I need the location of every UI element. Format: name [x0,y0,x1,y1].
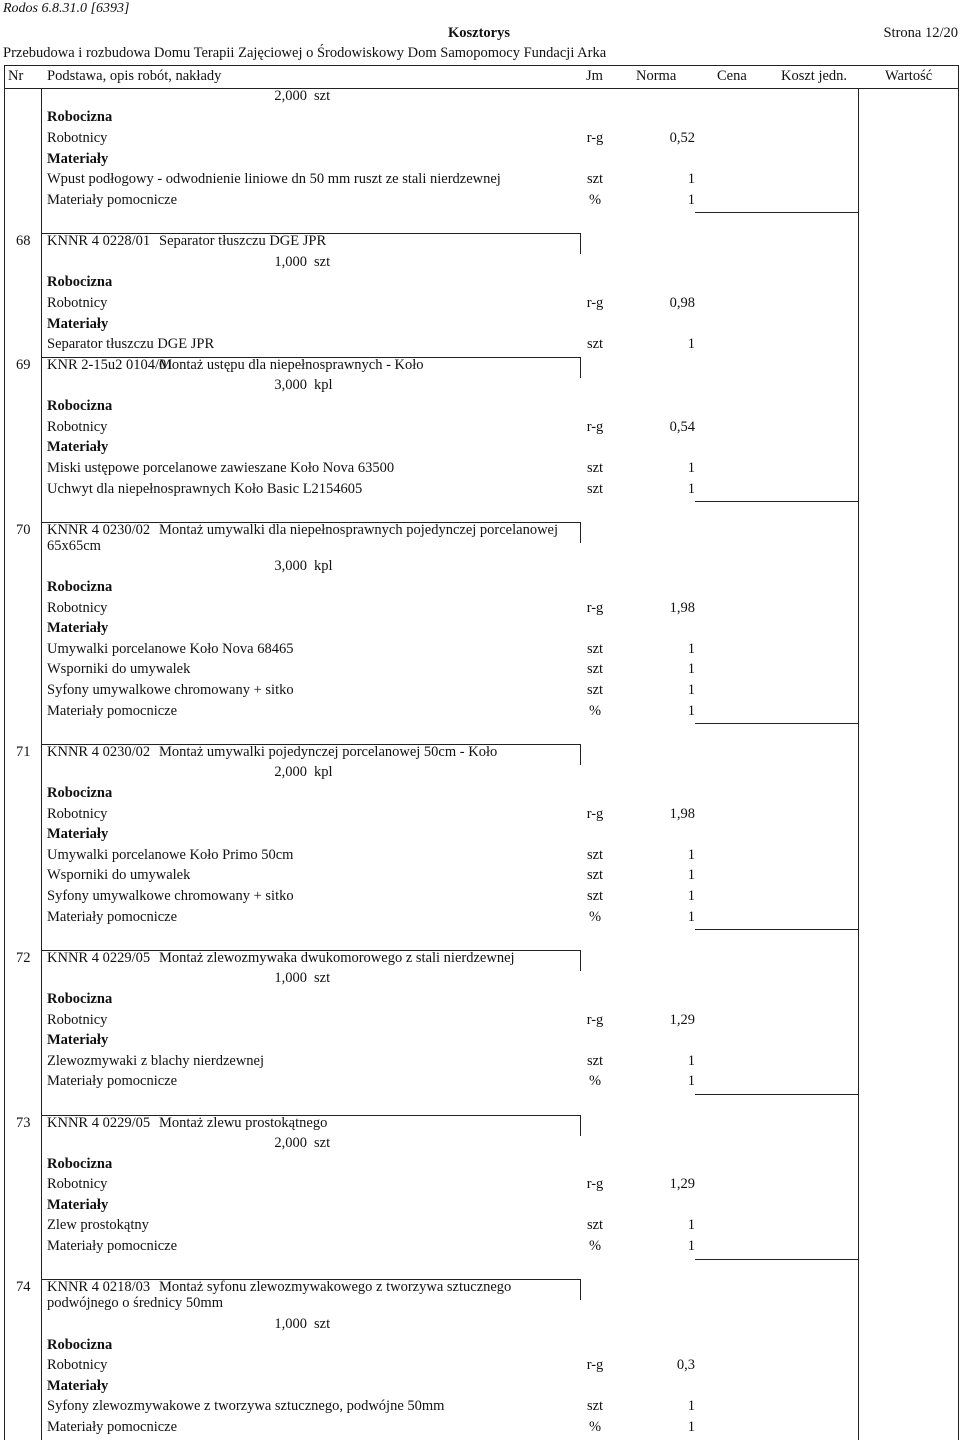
position-bracket [580,1279,581,1300]
position-number: 70 [16,522,31,538]
resource-norm: 1 [687,336,695,352]
col-jm: Jm [586,68,603,84]
value-column-rule [858,88,859,1440]
section-label: Materiały [47,1378,109,1394]
row-separator [695,1259,858,1260]
col-desc: Podstawa, opis robót, nakłady [47,68,222,84]
resource-unit: % [588,909,602,925]
resource-unit: % [588,192,602,208]
position-number: 68 [16,233,31,249]
quantity-unit: kpl [314,377,333,393]
resource-norm: 0,3 [676,1357,695,1373]
header-bottom-rule [4,88,959,89]
section-label: Materiały [47,620,109,636]
resource-norm: 1 [687,1238,695,1254]
section-label: Robocizna [47,785,113,801]
row-separator [695,212,858,213]
resource-norm: 1 [687,682,695,698]
resource-name: Materiały pomocnicze [47,909,178,925]
position-code: KNNR 4 0230/02 [47,522,151,538]
resource-unit: szt [586,1053,604,1069]
resource-unit: r-g [586,600,604,616]
resource-name: Robotnicy [47,1176,108,1192]
position-number: 73 [16,1115,31,1131]
resource-name: Wsporniki do umywalek [47,661,191,677]
position-code: KNNR 4 0230/02 [47,744,151,760]
row-separator [695,929,858,930]
resource-unit: szt [586,1398,604,1414]
resource-unit: szt [586,641,604,657]
position-number: 72 [16,950,31,966]
resource-name: Separator tłuszczu DGE JPR [47,336,215,352]
position-description-cont: podwójnego o średnicy 50mm [47,1295,223,1311]
section-label: Robocizna [47,274,113,290]
right-border [958,65,959,1440]
resource-norm: 1 [687,1419,695,1435]
resource-unit: % [588,1073,602,1089]
section-label: Materiały [47,316,109,332]
resource-name: Robotnicy [47,1357,108,1373]
position-code: KNNR 4 0228/01 [47,233,151,249]
position-description: Montaż umywalki dla niepełnosprawnych pojedynczej porcelanowej [159,522,559,538]
resource-name: Robotnicy [47,130,108,146]
resource-unit: szt [586,847,604,863]
section-label: Materiały [47,1032,109,1048]
resource-norm: 0,52 [669,130,695,146]
resource-norm: 1 [687,171,695,187]
resource-unit: r-g [586,130,604,146]
resource-name: Robotnicy [47,419,108,435]
resource-unit: szt [586,171,604,187]
resource-name: Materiały pomocnicze [47,192,178,208]
position-number: 74 [16,1279,31,1295]
section-label: Robocizna [47,579,113,595]
resource-norm: 1 [687,1073,695,1089]
col-wartosc: Wartość [885,68,933,84]
nr-column-rule [41,88,42,1440]
resource-norm: 1 [687,1398,695,1414]
section-label: Materiały [47,1197,109,1213]
position-code: KNNR 4 0229/05 [47,1115,151,1131]
position-number: 69 [16,357,31,373]
quantity-unit: szt [314,1135,331,1151]
left-border [4,65,5,1440]
col-cena: Cena [717,68,747,84]
resource-norm: 1,98 [669,806,695,822]
section-label: Robocizna [47,1337,113,1353]
resource-unit: % [588,1238,602,1254]
quantity-unit: kpl [314,764,333,780]
resource-unit: r-g [586,419,604,435]
resource-norm: 1 [687,641,695,657]
resource-unit: szt [586,682,604,698]
quantity-unit: szt [314,1316,331,1332]
position-bracket [580,357,581,378]
resource-unit: % [588,703,602,719]
resource-norm: 1 [687,481,695,497]
section-label: Materiały [47,439,109,455]
row-separator [695,1094,858,1095]
position-description: Montaż zlewozmywaka dwukomorowego z stali nierdzewnej [159,950,515,966]
header-top-rule [4,65,959,66]
resource-norm: 1 [687,661,695,677]
resource-norm: 1,29 [669,1176,695,1192]
section-label: Robocizna [47,109,113,125]
resource-norm: 1 [687,192,695,208]
app-version: Rodos 6.8.31.0 [6393] [3,1,130,16]
quantity-unit: szt [314,88,331,104]
section-label: Robocizna [47,991,113,1007]
resource-name: Syfony umywalkowe chromowany + sitko [47,682,294,698]
col-norma: Norma [636,68,677,84]
resource-norm: 1 [687,460,695,476]
position-bracket [580,233,581,254]
resource-unit: szt [586,661,604,677]
row-separator [695,723,858,724]
quantity-value: 3,000 [274,377,307,393]
position-bracket [580,744,581,765]
resource-norm: 1 [687,909,695,925]
resource-norm: 0,98 [669,295,695,311]
resource-name: Umywalki porcelanowe Koło Nova 68465 [47,641,294,657]
resource-name: Materiały pomocnicze [47,1419,178,1435]
resource-unit: szt [586,867,604,883]
position-bracket [580,522,581,543]
resource-norm: 1,29 [669,1012,695,1028]
resource-unit: szt [586,888,604,904]
resource-name: Zlew prostokątny [47,1217,149,1233]
quantity-value: 1,000 [274,254,307,270]
resource-name: Wsporniki do umywalek [47,867,191,883]
col-koszt-jedn: Koszt jedn. [781,68,848,84]
resource-norm: 1 [687,847,695,863]
quantity-unit: szt [314,254,331,270]
quantity-value: 2,000 [274,88,307,104]
resource-name: Robotnicy [47,1012,108,1028]
resource-unit: szt [586,481,604,497]
position-description: Montaż zlewu prostokątnego [159,1115,328,1131]
resource-norm: 1,98 [669,600,695,616]
resource-unit: r-g [586,1012,604,1028]
resource-name: Zlewozmywaki z blachy nierdzewnej [47,1053,265,1069]
quantity-value: 1,000 [274,1316,307,1332]
quantity-value: 1,000 [274,970,307,986]
position-description: Montaż syfonu zlewozmywakowego z tworzywa sztucznego [159,1279,512,1295]
quantity-unit: szt [314,970,331,986]
position-description: Separator tłuszczu DGE JPR [159,233,327,249]
position-code: KNR 2-15u2 0104/01 [47,357,174,373]
section-label: Materiały [47,826,109,842]
resource-name: Wpust podłogowy - odwodnienie liniowe dn 50 mm ruszt ze stali nierdzewnej [47,171,501,187]
position-code: KNNR 4 0229/05 [47,950,151,966]
resource-name: Miski ustępowe porcelanowe zawieszane Koło Nova 63500 [47,460,395,476]
resource-unit: szt [586,1217,604,1233]
row-separator [695,501,858,502]
resource-name: Syfony umywalkowe chromowany + sitko [47,888,294,904]
resource-unit: % [588,1419,602,1435]
resource-name: Robotnicy [47,295,108,311]
quantity-value: 2,000 [274,764,307,780]
document-title: Kosztorys [448,25,511,41]
resource-name: Materiały pomocnicze [47,1238,178,1254]
resource-norm: 1 [687,1053,695,1069]
position-bracket [580,950,581,971]
resource-name: Robotnicy [47,806,108,822]
position-code: KNNR 4 0218/03 [47,1279,151,1295]
quantity-value: 2,000 [274,1135,307,1151]
position-description: Montaż umywalki pojedynczej porcelanowej 50cm - Koło [159,744,498,760]
section-label: Robocizna [47,1156,113,1172]
resource-norm: 1 [687,888,695,904]
resource-norm: 1 [687,1217,695,1233]
resource-unit: r-g [586,1357,604,1373]
section-label: Materiały [47,151,109,167]
resource-norm: 1 [687,703,695,719]
resource-name: Robotnicy [47,600,108,616]
page-number: Strona 12/20 [883,25,958,41]
resource-name: Uchwyt dla niepełnosprawnych Koło Basic L2154605 [47,481,363,497]
position-description-cont: 65x65cm [47,538,101,554]
section-label: Robocizna [47,398,113,414]
resource-norm: 0,54 [669,419,695,435]
resource-unit: r-g [586,1176,604,1192]
quantity-value: 3,000 [274,558,307,574]
resource-unit: r-g [586,295,604,311]
position-bracket [580,1115,581,1136]
position-number: 71 [16,744,31,760]
position-description: Montaż ustępu dla niepełnosprawnych - Koło [159,357,424,373]
resource-name: Materiały pomocnicze [47,703,178,719]
project-title: Przebudowa i rozbudowa Domu Terapii Zajęciowej o Środowiskowy Dom Samopomocy Fundacji Arka [3,45,607,61]
resource-unit: r-g [586,806,604,822]
resource-name: Materiały pomocnicze [47,1073,178,1089]
quantity-unit: kpl [314,558,333,574]
resource-norm: 1 [687,867,695,883]
resource-name: Umywalki porcelanowe Koło Primo 50cm [47,847,294,863]
resource-unit: szt [586,336,604,352]
col-nr: Nr [8,68,24,84]
resource-unit: szt [586,460,604,476]
resource-name: Syfony zlewozmywakowe z tworzywa sztucznego, podwójne 50mm [47,1398,445,1414]
